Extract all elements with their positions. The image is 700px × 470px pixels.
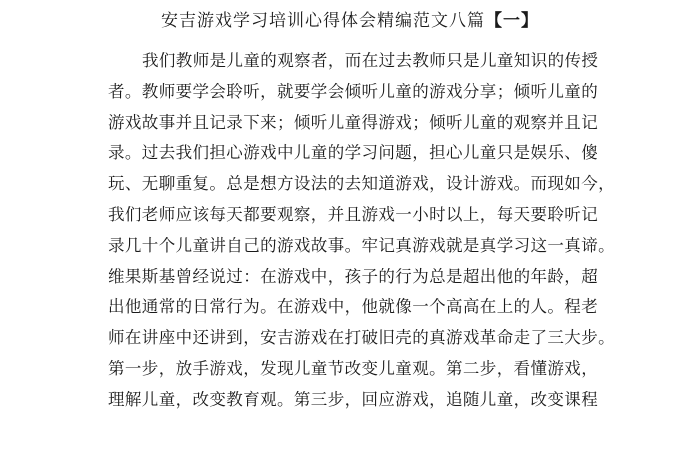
paragraph-line: 理解儿童，改变教育观。第三步，回应游戏，追随儿童，改变课程 — [108, 389, 599, 409]
document-title-row — [0, 6, 700, 31]
paragraph-line: 游戏故事并且记录下来；倾听儿童得游戏；倾听儿童的观察并且记 — [108, 112, 599, 132]
document-title: 安吉游戏学习培训心得体会精编范文八篇 — [161, 11, 485, 31]
paragraph-line: 第一步，放手游戏，发现儿童节改变儿童观。第二步，看懂游戏， — [108, 358, 599, 378]
document-body — [108, 46, 615, 416]
paragraph-line: 录几十个儿童讲自己的游戏故事。牢记真游戏就是真学习这一真谛。 — [108, 235, 615, 255]
paragraph-line: 我们教师是儿童的观察者，而在过去教师只是儿童知识的传授 — [142, 51, 599, 70]
paragraph-line: 我们老师应该每天都要观察，并且游戏一小时以上，每天要聆听记 — [108, 204, 599, 224]
document-section-marker: 【一】 — [485, 11, 539, 31]
paragraph-line: 者。教师要学会聆听，就要学会倾听儿童的游戏分享；倾听儿童的 — [108, 81, 599, 101]
paragraph-line: 玩、无聊重复。总是想方设法的去知道游戏，设计游戏。而现如今， — [108, 174, 615, 194]
paragraph-line: 出他通常的日常行为。在游戏中，他就像一个高高在上的人。程老 — [108, 297, 599, 317]
paragraph-line: 录。过去我们担心游戏中儿童的学习问题，担心儿童只是娱乐、傻 — [108, 143, 599, 163]
paragraph-line: 维果斯基曾经说过：在游戏中，孩子的行为总是超出他的年龄，超 — [108, 266, 599, 286]
paragraph-line: 师在讲座中还讲到，安吉游戏在打破旧壳的真游戏革命走了三大步。 — [108, 328, 615, 348]
